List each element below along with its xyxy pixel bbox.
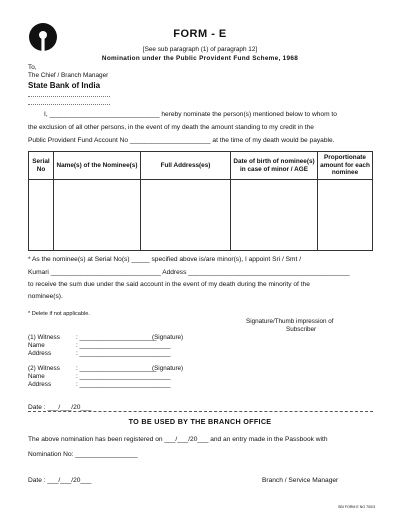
witness-1-address-label: Address — [28, 350, 52, 357]
signature-label-1: Signature/Thumb impression of — [246, 318, 334, 325]
witness-2-label: (2) Witness — [28, 365, 60, 372]
witness-1-signature-field[interactable]: : ______________________ — [76, 334, 157, 341]
table-row — [29, 180, 373, 251]
witness-2-address-field[interactable]: : __________________________ — [76, 381, 171, 388]
witness-1-name-field[interactable]: : __________________________ — [76, 342, 171, 349]
witness-1-label: (1) Witness — [28, 334, 60, 341]
witness-1-signature-label: (Signature) — [152, 334, 184, 341]
minor-line-4: nominee(s). — [28, 293, 63, 300]
table-cell-serial[interactable] — [29, 180, 54, 251]
witness-2-name-label: Name — [28, 373, 45, 380]
table-cell-name[interactable] — [54, 180, 141, 251]
branch-address-line — [28, 104, 110, 105]
scheme-title: Nomination under the Public Provident Fund Scheme, 1968 — [101, 55, 299, 62]
nomination-line-2: the exclusion of all other persons, in the event of my death the amount standing to my credit in the — [28, 124, 314, 131]
branch-manager-label: Branch / Service Manager — [262, 477, 339, 484]
section-divider — [28, 411, 373, 412]
bank-name: State Bank of India — [28, 81, 101, 90]
branch-address-line — [28, 96, 110, 97]
subscriber-date-field[interactable]: Date : ___/___/20___ — [28, 404, 92, 411]
witness-2-name-field[interactable]: : __________________________ — [76, 373, 171, 380]
form-title: FORM - E — [173, 28, 227, 40]
minor-line-1: * As the nominee(s) at Serial No(s) _____ specified above is/are minor(s), I appoint Sri / Smt / — [28, 256, 302, 263]
table-cell-dob[interactable] — [231, 180, 318, 251]
table-header-name: Name(s) of the Nominee(s) — [54, 152, 141, 180]
branch-line-1: The above nomination has been registered on ___/___/20___ and an entry made in the Passbook with — [28, 436, 328, 443]
branch-office-title: TO BE USED BY THE BRANCH OFFICE — [128, 417, 272, 426]
nominee-table — [28, 151, 373, 251]
form-code: SBI FORM E NO 700/3 — [338, 505, 376, 509]
witness-2-address-label: Address — [28, 381, 52, 388]
table-header-row — [29, 152, 373, 180]
minor-line-3: to receive the sum due under the said account in the event of my death during the minority of the — [28, 281, 310, 288]
form-subtitle: [See sub paragraph (1) of paragraph 12] — [142, 46, 258, 53]
table-header-dob: Date of birth of nominee(s) in case of minor / AGE — [231, 152, 318, 180]
address-recipient: The Chief / Branch Manager — [28, 72, 109, 79]
witness-2-signature-label: (Signature) — [152, 365, 184, 372]
delete-note: * Delete if not applicable. — [28, 311, 90, 317]
table-header-address: Full Address(es) — [141, 152, 231, 180]
witness-2-signature-field[interactable]: : ______________________ — [76, 365, 157, 372]
branch-nomination-no[interactable]: Nomination No: _________________ — [28, 451, 138, 458]
nomination-line-1: I, ______________________________ hereby nominate the person(s) mentioned below to whom to — [44, 111, 337, 118]
minor-line-2: Kumari ______________________________ Address ____________________________________________ — [28, 269, 350, 276]
table-cell-amount[interactable] — [318, 180, 373, 251]
witness-1-name-label: Name — [28, 342, 45, 349]
branch-date-field[interactable]: Date : ___/___/20___ — [28, 477, 92, 484]
table-cell-address[interactable] — [141, 180, 231, 251]
table-header-serial: Serial No — [29, 152, 54, 180]
witness-1-address-field[interactable]: : __________________________ — [76, 350, 171, 357]
nomination-line-3: Public Provident Fund Account No ______________________ at the time of my death would be payable. — [28, 137, 335, 144]
signature-label-2: Subscriber — [286, 326, 317, 333]
address-to: To, — [28, 64, 37, 71]
table-header-amount: Proportionate amount for each nominee — [318, 152, 373, 180]
